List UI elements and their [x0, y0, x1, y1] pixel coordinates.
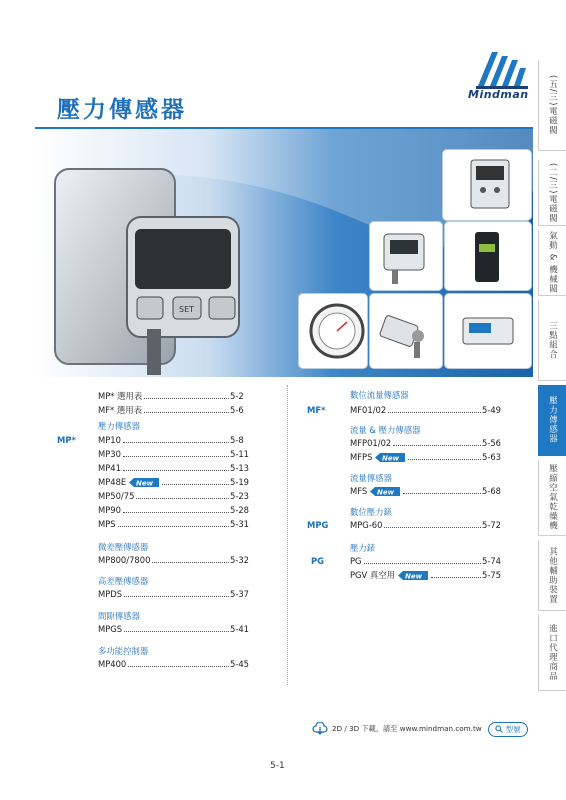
- index-entry[interactable]: [350, 438, 511, 449]
- index-entry[interactable]: [98, 624, 259, 635]
- column-divider: [287, 385, 288, 685]
- series-label: MP*: [57, 435, 76, 445]
- index-entry[interactable]: [98, 589, 259, 600]
- index-entry[interactable]: [350, 556, 511, 567]
- search-icon: [495, 725, 503, 733]
- side-tab-label: 其他輔助裝置: [547, 546, 558, 604]
- entry-page: 5-28: [230, 505, 250, 515]
- side-tab-label: 氣動 & 機械閥: [547, 231, 558, 294]
- page-title: 壓力傳感器: [57, 97, 187, 123]
- dot-leader: [431, 577, 481, 578]
- new-badge: [370, 487, 400, 496]
- dot-leader: [123, 442, 229, 443]
- dot-leader: [123, 470, 229, 471]
- category-heading: 壓力傳感器: [98, 421, 140, 431]
- index-entry[interactable]: [98, 405, 259, 416]
- entry-page: 5-56: [482, 438, 502, 448]
- download-link[interactable]: [312, 720, 528, 738]
- dot-leader: [364, 563, 481, 564]
- entry-page: 5-13: [230, 463, 250, 473]
- index-entry[interactable]: [98, 391, 259, 402]
- brand-name: Mindman: [468, 88, 529, 101]
- product-index: [0, 385, 538, 685]
- entry-label: MPS: [98, 519, 116, 529]
- svg-text:SET: SET: [179, 305, 195, 314]
- dot-leader: [123, 512, 229, 513]
- hero-banner: [35, 129, 533, 377]
- entry-page: 5-49: [482, 405, 502, 415]
- side-tab-1[interactable]: [538, 60, 566, 151]
- entry-label: MF* 選用表: [98, 405, 143, 415]
- entry-label: MP30: [98, 449, 121, 459]
- side-tab-4[interactable]: [538, 300, 566, 381]
- entry-label: MP800/7800: [98, 555, 151, 565]
- entry-page: 5-72: [482, 520, 502, 530]
- dot-leader: [408, 459, 481, 460]
- dot-leader: [144, 412, 229, 413]
- product-thumb-pg: [298, 293, 368, 369]
- dot-leader: [144, 398, 229, 399]
- entry-page: 5-6: [230, 405, 244, 415]
- dot-leader: [136, 498, 229, 499]
- index-entry[interactable]: [98, 519, 259, 530]
- index-entry[interactable]: [98, 435, 259, 446]
- dot-leader: [124, 596, 229, 597]
- dot-leader: [384, 527, 481, 528]
- product-thumb-mp10: [442, 149, 532, 221]
- dot-leader: [118, 526, 229, 527]
- index-entry[interactable]: [350, 520, 511, 531]
- entry-label: PGV 真空用: [350, 570, 396, 580]
- entry-page: 5-8: [230, 435, 244, 445]
- index-entry[interactable]: [98, 555, 259, 566]
- index-entry[interactable]: [98, 659, 259, 670]
- category-heading: 微差壓傳感器: [98, 542, 149, 552]
- entry-page: 5-23: [230, 491, 250, 501]
- dot-leader: [124, 631, 229, 632]
- dot-leader: [152, 562, 229, 563]
- dot-leader: [393, 445, 481, 446]
- entry-label: PG: [350, 556, 362, 566]
- page-number: 5-1: [270, 761, 285, 771]
- index-entry[interactable]: [98, 449, 259, 460]
- cloud-download-icon: [312, 722, 328, 736]
- index-entry[interactable]: [98, 505, 259, 516]
- entry-label: MP* 選用表: [98, 391, 143, 401]
- dot-leader: [403, 493, 481, 494]
- new-badge: [398, 571, 428, 580]
- side-tab-label: (五/三)電磁閥: [547, 75, 558, 135]
- category-heading: 高差壓傳感器: [98, 576, 149, 586]
- new-badge: [129, 478, 159, 487]
- side-tab-8[interactable]: [538, 615, 566, 691]
- index-entry[interactable]: [350, 570, 511, 581]
- side-tab-2[interactable]: [538, 160, 566, 226]
- entry-label: MPG-60: [350, 520, 383, 530]
- side-tab-label: 進口代理商品: [547, 624, 558, 681]
- entry-page: 5-2: [230, 391, 244, 401]
- entry-label: MPGS: [98, 624, 123, 634]
- category-heading: 流量 & 壓力傳感器: [350, 425, 421, 435]
- index-entry[interactable]: [98, 491, 259, 502]
- section-tabs: [538, 0, 566, 800]
- entry-page: 5-31: [230, 519, 250, 529]
- download-text: 2D / 3D 下載，請至 www.mindman.com.tw: [332, 724, 482, 733]
- series-label: MPG: [307, 520, 329, 530]
- new-badge-label: New: [136, 479, 154, 487]
- new-badge: [375, 453, 405, 462]
- entry-page: 5-75: [482, 570, 502, 580]
- entry-page: 5-37: [230, 589, 250, 599]
- search-label: 型號: [505, 724, 521, 734]
- new-badge-label: New: [377, 488, 395, 496]
- index-entry[interactable]: [350, 405, 511, 416]
- series-label: PG: [311, 556, 325, 566]
- new-badge-label: New: [382, 454, 400, 462]
- side-tab-7[interactable]: [538, 540, 566, 611]
- category-heading: 多功能控制器: [98, 646, 149, 656]
- entry-page: 5-63: [482, 452, 502, 462]
- entry-page: 5-32: [230, 555, 250, 565]
- entry-label: MPDS: [98, 589, 123, 599]
- entry-page: 5-41: [230, 624, 250, 634]
- category-heading: 流量傳感器: [350, 473, 392, 483]
- entry-label: MP400: [98, 659, 127, 669]
- product-thumb-mfs: [444, 293, 532, 369]
- entry-label: MP50/75: [98, 491, 135, 501]
- dot-leader: [162, 484, 229, 485]
- entry-label: MFP01/02: [350, 438, 392, 448]
- series-label: MF*: [307, 405, 326, 415]
- index-entry[interactable]: [350, 486, 511, 497]
- product-thumb-mfps: [444, 221, 532, 291]
- dot-leader: [128, 666, 229, 667]
- entry-label: MFPS: [350, 452, 373, 462]
- side-tab-label: 三點組合: [547, 321, 558, 359]
- dot-leader: [388, 412, 481, 413]
- side-tab-label: (二/三)電磁閥: [547, 162, 558, 223]
- entry-page: 5-11: [230, 449, 250, 459]
- category-heading: 間隙傳感器: [98, 611, 140, 621]
- product-thumb-mp30: [369, 221, 443, 291]
- side-tab-6[interactable]: [538, 460, 566, 536]
- product-thumb-mpgs: [369, 293, 443, 369]
- index-entry[interactable]: [350, 452, 511, 463]
- side-tab-label: 壓力傳感器: [547, 396, 558, 444]
- entry-page: 5-45: [230, 659, 250, 669]
- entry-page: 5-19: [230, 477, 250, 487]
- new-badge-label: New: [405, 572, 423, 580]
- index-entry[interactable]: [98, 463, 259, 474]
- dot-leader: [123, 456, 229, 457]
- index-entry[interactable]: [98, 477, 259, 488]
- entry-label: MP41: [98, 463, 121, 473]
- entry-label: MP10: [98, 435, 121, 445]
- side-tab-5[interactable]: [538, 385, 566, 456]
- category-heading: 數位壓力錶: [350, 507, 392, 517]
- entry-page: 5-68: [482, 486, 502, 496]
- category-heading: 壓力錶: [350, 543, 376, 553]
- category-heading: 數位流量傳感器: [350, 390, 409, 400]
- side-tab-label: 壓縮空氣乾燥機: [547, 464, 558, 531]
- entry-label: MF01/02: [350, 405, 387, 415]
- entry-page: 5-74: [482, 556, 502, 566]
- entry-label: MP48E: [98, 477, 127, 487]
- entry-label: MP90: [98, 505, 121, 515]
- side-tab-3[interactable]: [538, 230, 566, 296]
- search-button[interactable]: [488, 722, 528, 737]
- entry-label: MFS: [350, 486, 368, 496]
